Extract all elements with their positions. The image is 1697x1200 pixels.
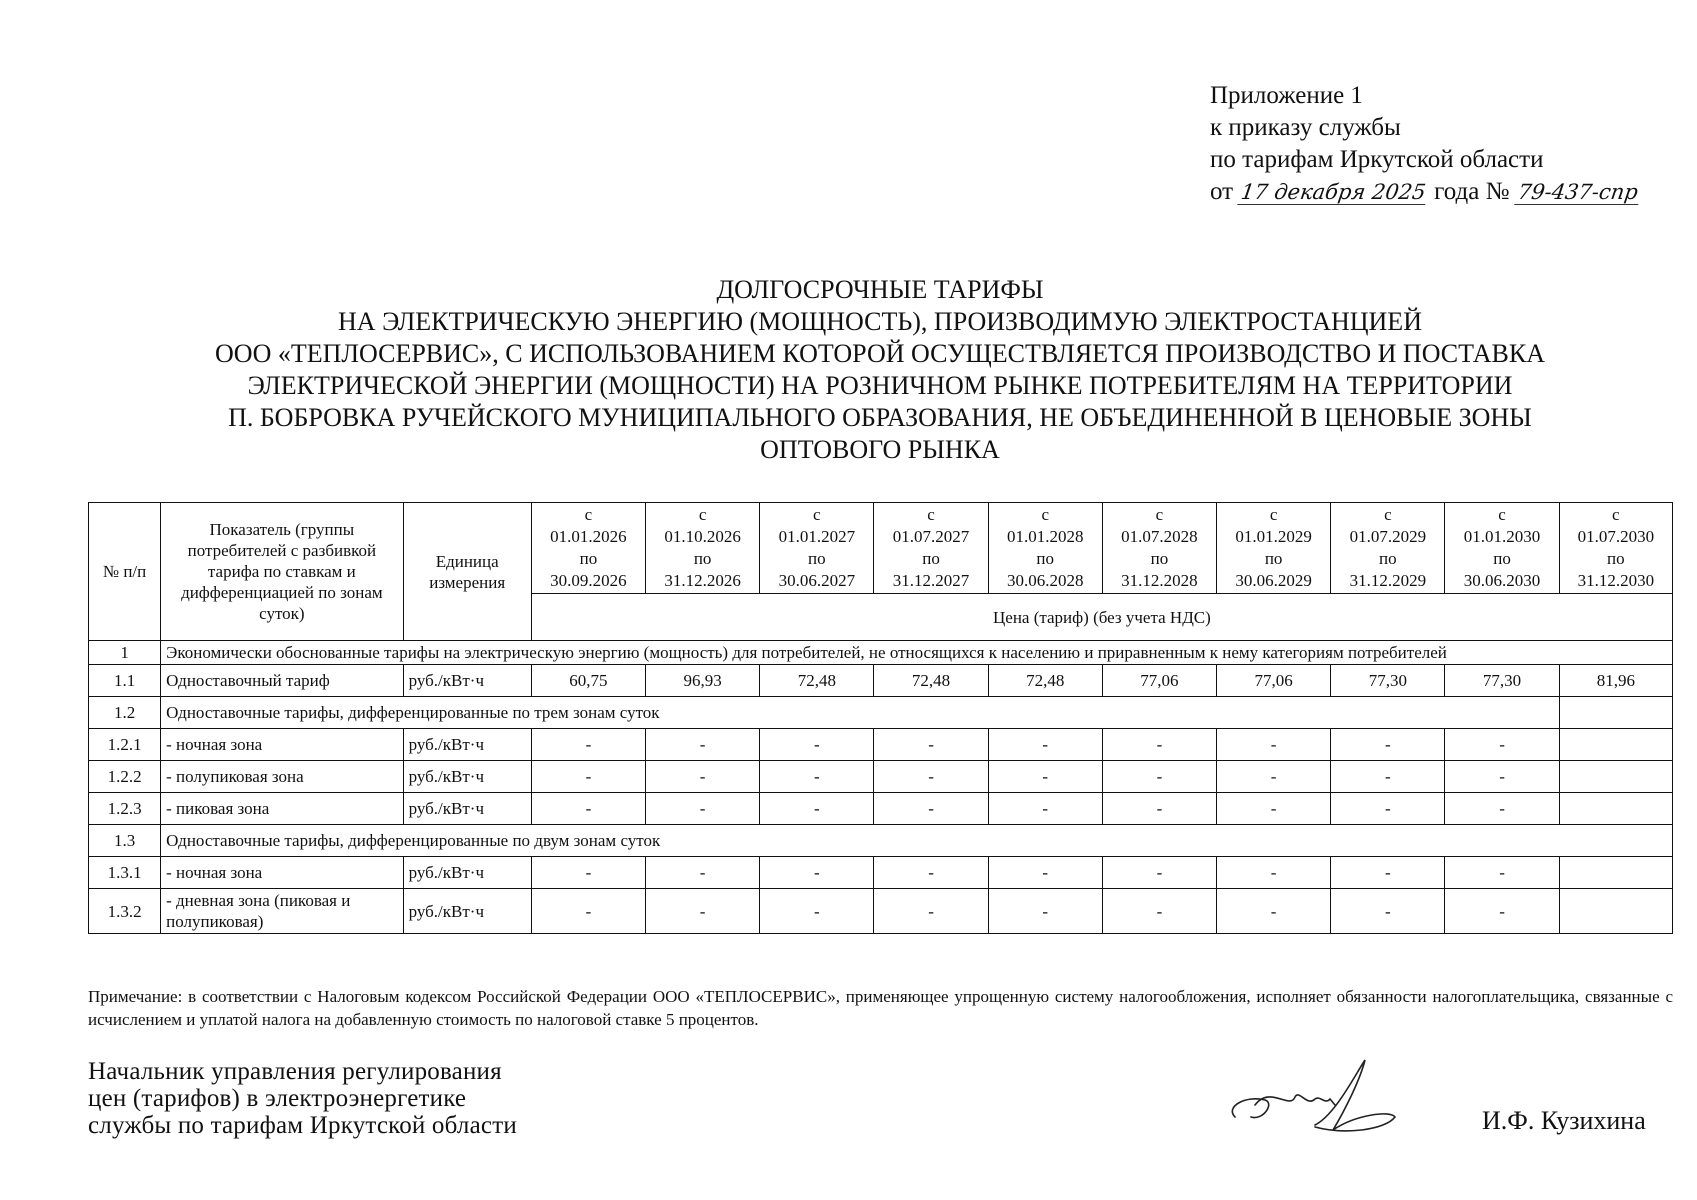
tariff-value: - [1331,857,1445,889]
row-name: - ночная зона [161,857,403,889]
handwritten-signature-icon [1215,1055,1415,1145]
row-unit: руб./кВт·ч [403,857,531,889]
title-line: ООО «ТЕПЛОСЕРВИС», С ИСПОЛЬЗОВАНИЕМ КОТОРОЙ ОСУЩЕСТВЛЯЕТСЯ ПРОИЗВОДСТВО И ПОСТАВКА [215,339,1545,368]
tariff-value: - [1445,793,1559,825]
tariff-value: - [988,889,1102,934]
signatory-name: И.Ф. Кузихина [1482,1106,1646,1135]
tariff-value: - [1102,857,1216,889]
tariff-value: 77,06 [1217,665,1331,697]
tariff-value: - [531,793,645,825]
appendix-line-4 [1210,176,1639,208]
row-number: 1.2.3 [89,793,161,825]
row-number: 1 [89,641,161,665]
tariff-value: - [988,761,1102,793]
appendix-line-3: по тарифам Иркутской области [1210,146,1544,173]
tariff-value: - [874,761,988,793]
row-number: 1.3.1 [89,857,161,889]
row-number: 1.2 [89,697,161,729]
row-number: 1.2.1 [89,729,161,761]
header-unit: Единица измерения [403,503,531,641]
row-number: 1.2.2 [89,761,161,793]
header-row-periods [89,503,1673,594]
tariff-value: - [1102,793,1216,825]
tariff-value: - [1331,761,1445,793]
tariff-value: - [531,729,645,761]
tariff-value: - [760,793,874,825]
row-name: - полупиковая зона [161,761,403,793]
tariff-value: - [646,857,760,889]
tariff-value: - [1217,761,1331,793]
tariff-value: 72,48 [988,665,1102,697]
tariff-value: - [1445,889,1559,934]
tariff-value: - [760,889,874,934]
header-period: с 01.01.2030 по 30.06.2030 [1445,503,1559,594]
signatory-line-3: службы по тарифам Иркутской области [88,1112,517,1139]
tariff-value: - [1102,889,1216,934]
subsection-title: Одноставочные тарифы, дифференцированные по трем зонам суток [161,697,1560,729]
tariff-value: - [760,761,874,793]
tariff-value: - [1217,729,1331,761]
header-number: № п/п [89,503,161,641]
tariff-value: - [646,761,760,793]
tariff-value: - [531,857,645,889]
tariff-value: - [1331,889,1445,934]
signatory-title [88,1058,517,1139]
header-period: с 01.01.2029 по 30.06.2029 [1217,503,1331,594]
row-unit: руб./кВт·ч [403,729,531,761]
table-row-section [89,641,1673,665]
row-unit: руб./кВт·ч [403,761,531,793]
row-number: 1.1 [89,665,161,697]
appendix-header [1210,80,1639,208]
appendix-middle: года № [1434,178,1510,205]
tariff-value: - [646,889,760,934]
tariff-value: - [1217,793,1331,825]
tariff-value [1559,793,1672,825]
row-name: - пиковая зона [161,793,403,825]
row-name: Одноставочный тариф [161,665,403,697]
tariff-value: 72,48 [874,665,988,697]
tariff-value: - [874,889,988,934]
table-row [89,665,1673,697]
appendix-line-2: к приказу службы [1210,114,1401,141]
title-line: ДОЛГОСРОЧНЫЕ ТАРИФЫ [716,275,1044,304]
header-period: с 01.07.2030 по 31.12.2030 [1559,503,1672,594]
title-line: НА ЭЛЕКТРИЧЕСКУЮ ЭНЕРГИЮ (МОЩНОСТЬ), ПРОИЗВОДИМУЮ ЭЛЕКТРОСТАНЦИЕЙ [338,307,1422,336]
tariff-value: 72,48 [760,665,874,697]
tariff-value: - [1217,857,1331,889]
row-number: 1.3.2 [89,889,161,934]
tariff-value: - [988,729,1102,761]
header-period: с 01.07.2027 по 31.12.2027 [874,503,988,594]
tariff-value: 96,93 [646,665,760,697]
table-row [89,857,1673,889]
row-number: 1.3 [89,825,161,857]
row-unit: руб./кВт·ч [403,889,531,934]
header-period: с 01.07.2028 по 31.12.2028 [1102,503,1216,594]
row-name: - ночная зона [161,729,403,761]
subsection-title: Одноставочные тарифы, дифференцированные по двум зонам суток [161,825,1673,857]
tariff-value [1559,729,1672,761]
tariff-value: - [988,793,1102,825]
tariff-value: - [874,857,988,889]
tariff-value: - [1445,857,1559,889]
tariff-value [1559,761,1672,793]
appendix-prefix: от [1210,178,1234,205]
header-period: с 01.01.2027 по 30.06.2027 [760,503,874,594]
header-period: с 01.07.2029 по 31.12.2029 [1331,503,1445,594]
table-row-subsection [89,825,1673,857]
signatory-line-2: цен (тарифов) в электроэнергетике [88,1085,467,1112]
tariff-value: - [1331,729,1445,761]
tariff-value: - [531,889,645,934]
footnote: Примечание: в соответствии с Налоговым кодексом Российской Федерации ООО «ТЕПЛОСЕРВИС», применяющее упрощенную систему налогообложения, исполняет обязанности налогоплательщика, связанные с исчислением и уплатой налога на добавленную стоимость по налоговой ставке 5 процентов. [88,987,1673,1029]
table-row [89,761,1673,793]
table-row [89,889,1673,934]
row-name: - дневная зона (пиковая и полупиковая) [161,889,403,934]
title-line: П. БОБРОВКА РУЧЕЙСКОГО МУНИЦИПАЛЬНОГО ОБРАЗОВАНИЯ, НЕ ОБЪЕДИНЕННОЙ В ЦЕНОВЫЕ ЗОНЫ [228,403,1532,432]
tariff-value: - [874,793,988,825]
tariff-value: - [760,857,874,889]
empty-cell [1559,697,1672,729]
header-price: Цена (тариф) (без учета НДС) [531,594,1672,641]
signatory-line-1: Начальник управления регулирования [88,1058,502,1085]
tariff-value: - [1445,761,1559,793]
title-line: ЭЛЕКТРИЧЕСКОЙ ЭНЕРГИИ (МОЩНОСТИ) НА РОЗНИЧНОМ РЫНКЕ ПОТРЕБИТЕЛЯМ НА ТЕРРИТОРИИ [247,371,1513,400]
header-period: с 01.01.2028 по 30.06.2028 [988,503,1102,594]
tariff-value: 77,06 [1102,665,1216,697]
title-line: ОПТОВОГО РЫНКА [760,435,1000,464]
tariff-value: - [760,729,874,761]
tariff-value: - [1445,729,1559,761]
document-title [140,274,1620,466]
row-unit: руб./кВт·ч [403,793,531,825]
tariff-value [1559,889,1672,934]
tariff-value: 81,96 [1559,665,1672,697]
header-period: с 01.10.2026 по 31.12.2026 [646,503,760,594]
table-row [89,729,1673,761]
tariff-value: - [1102,729,1216,761]
tariff-value: - [646,729,760,761]
tariff-value: - [874,729,988,761]
tariff-value: 77,30 [1331,665,1445,697]
handwritten-date: 17 декабря 2025 [1238,180,1430,205]
tariff-value: - [531,761,645,793]
tariff-value: 60,75 [531,665,645,697]
handwritten-order-number: 79-437-спр [1514,180,1641,205]
tariff-value: - [1331,793,1445,825]
row-unit: руб./кВт·ч [403,665,531,697]
header-period: с 01.01.2026 по 30.09.2026 [531,503,645,594]
header-indicator: Показатель (группы потребителей с разбивкой тарифа по ставкам и дифференциацией по зонам суток) [161,503,403,641]
tariffs-table [88,502,1673,934]
section-title: Экономически обоснованные тарифы на электрическую энергию (мощность) для потребителей, не относящихся к населению и приравненным к нему категориям потребителей [161,641,1673,665]
table-row [89,793,1673,825]
tariff-value: 77,30 [1445,665,1559,697]
tariff-value: - [1217,889,1331,934]
tariff-value: - [1102,761,1216,793]
tariff-value: - [646,793,760,825]
table-row-subsection [89,697,1673,729]
tariff-value: - [988,857,1102,889]
appendix-line-1: Приложение 1 [1210,82,1363,109]
tariff-value [1559,857,1672,889]
